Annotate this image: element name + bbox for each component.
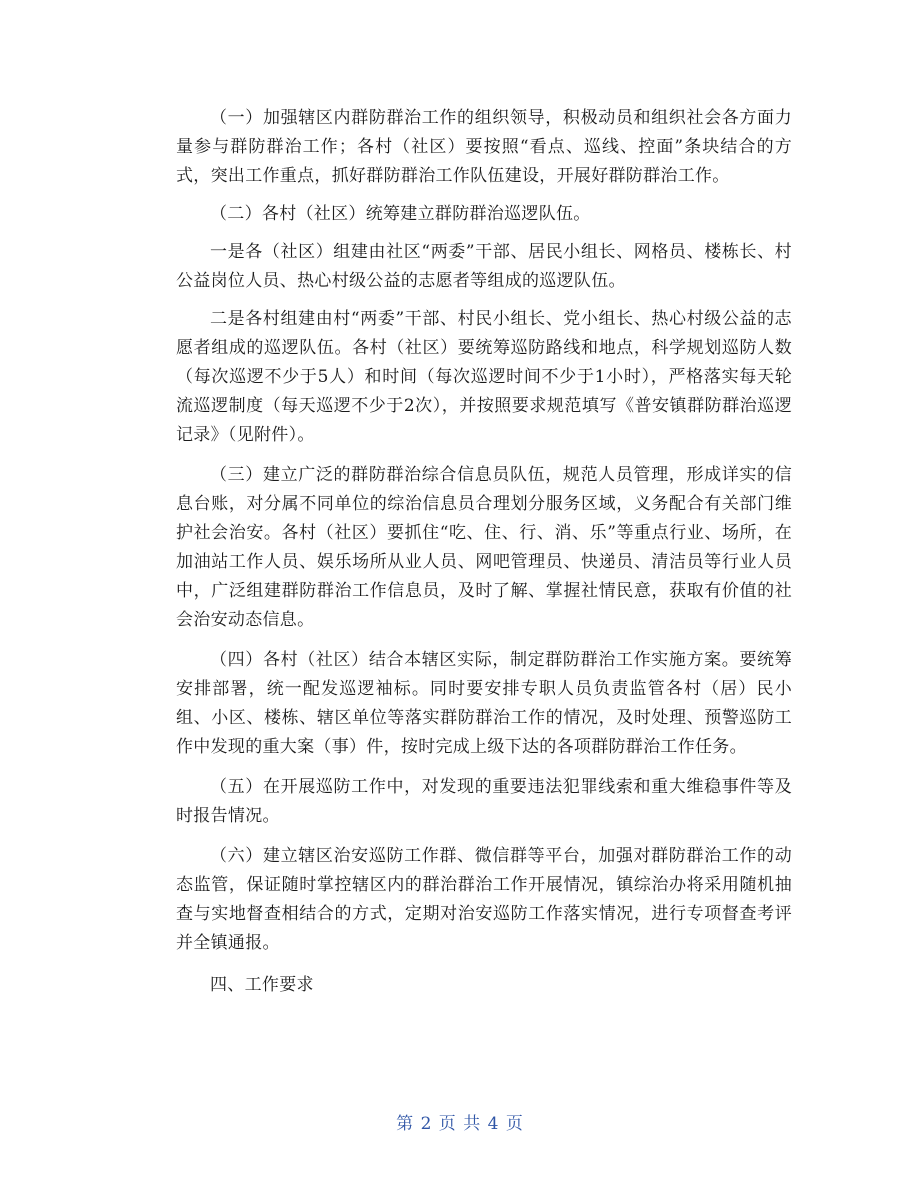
paragraph-2: （二）各村（社区）统筹建立群防群治巡逻队伍。 <box>210 204 591 224</box>
section-heading: 四、工作要求 <box>210 975 314 995</box>
document-body <box>176 104 792 1000</box>
paragraph-6: （四）各村（社区）结合本辖区实际，制定群防群治工作实施方案。要统筹安排部署，统一配发巡逻袖标。同时要安排专职人员负责监管各村（居）民小组、小区、楼栋、辖区单位等落实群防群治工作的情况，及时处理、预警巡防工作中发现的重大案（事）件，按时完成上级下达的各项群防群治工作任务。 <box>176 650 792 757</box>
paragraph-5: （三）建立广泛的群防群治综合信息员队伍，规范人员管理，形成详实的信息台账，对分属不同单位的综治信息员合理划分服务区域，义务配合有关部门维护社会治安。各村（社区）要抓住“吃、住、行、消、乐”等重点行业、场所，在加油站工作人员、娱乐场所从业人员、网吧管理员、快递员、清洁员等行业人员中，广泛组建群防群治工作信息员，及时了解、掌握社情民意，获取有价值的社会治安动态信息。 <box>176 465 792 630</box>
footer-total-pages: 4 <box>487 1114 500 1134</box>
footer-middle: 页 共 <box>438 1114 482 1134</box>
paragraph-4: 二是各村组建由村“两委”干部、村民小组长、党小组长、热心村级公益的志愿者组成的巡逻队伍。各村（社区）要统筹巡防路线和地点，科学规划巡防人数（每次巡逻不少于5人）和时间（每次巡逻时间不少于1小时），严格落实每天轮流巡逻制度（每天巡逻不少于2次），并按照要求规范填写《普安镇群防群治巡逻记录》（见附件）。 <box>176 309 792 445</box>
page-footer <box>0 1112 920 1136</box>
paragraph-1: （一）加强辖区内群防群治工作的组织领导，积极动员和组织社会各方面力量参与群防群治工作；各村（社区）要按照“看点、巡线、控面”条块结合的方式，突出工作重点，抓好群防群治工作队伍建设，开展好群防群治工作。 <box>176 108 792 186</box>
footer-suffix: 页 <box>505 1114 524 1134</box>
paragraph-7: （五）在开展巡防工作中，对发现的重要违法犯罪线索和重大维稳事件等及时报告情况。 <box>176 777 792 826</box>
footer-page-number: 2 <box>420 1114 433 1134</box>
paragraph-8: （六）建立辖区治安巡防工作群、微信群等平台，加强对群防群治工作的动态监管，保证随时掌控辖区内的群治群治工作开展情况，镇综治办将采用随机抽查与实地督查相结合的方式，定期对治安巡防工作落实情况，进行专项督查考评并全镇通报。 <box>176 846 792 953</box>
footer-prefix: 第 <box>396 1114 415 1134</box>
paragraph-3: 一是各（社区）组建由社区“两委”干部、居民小组长、网格员、楼栋长、村公益岗位人员、热心村级公益的志愿者等组成的巡逻队伍。 <box>176 242 792 291</box>
